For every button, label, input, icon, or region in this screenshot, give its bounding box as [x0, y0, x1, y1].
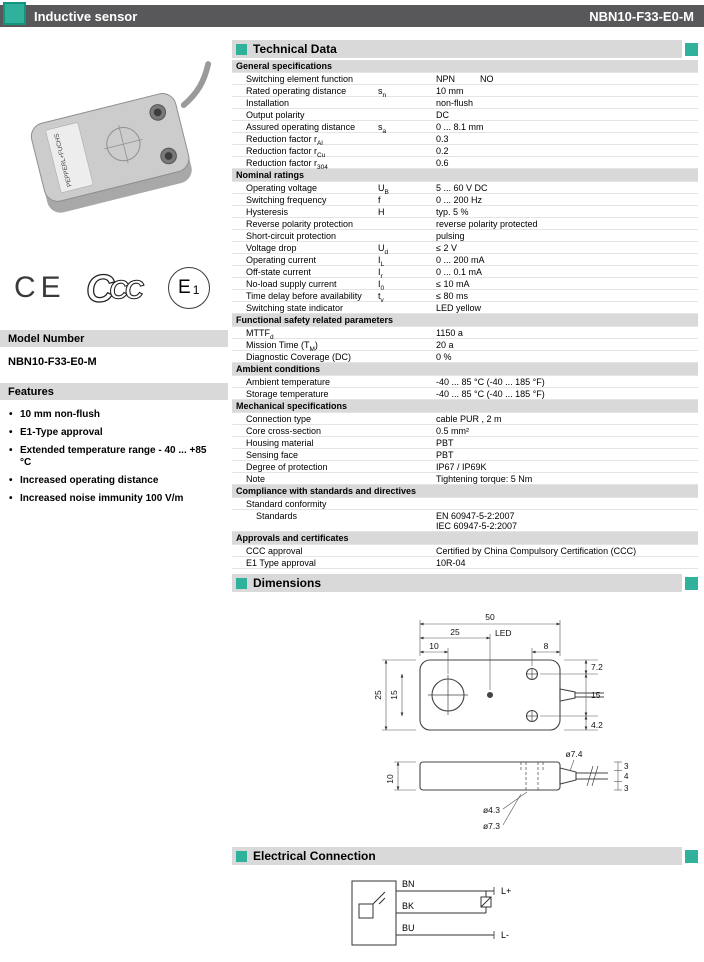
sensor-brand-text: PEPPERL+FUCHS [53, 132, 74, 188]
tech-row [232, 498, 698, 510]
electrical-connection-figure [232, 867, 698, 962]
teal-square-icon [236, 851, 247, 862]
dim-label: 3 [624, 784, 629, 793]
tech-row [232, 242, 698, 254]
tech-row-symbol [378, 157, 436, 158]
tech-row-symbol [378, 413, 436, 414]
tech-row-symbol: H [378, 207, 385, 217]
feature-item: • E1-Type approval [8, 427, 216, 439]
approval-logos [0, 255, 228, 317]
tech-row-value: 10R-04 [436, 558, 466, 568]
tech-row [232, 109, 698, 121]
tech-row-symbol [378, 133, 436, 134]
tech-row-label: E1 Type approval [246, 558, 316, 568]
tech-row-label: Rated operating distance [246, 86, 347, 96]
tech-row-value: non-flush [436, 98, 474, 108]
product-photo [10, 48, 220, 253]
feature-item: • Increased operating distance [8, 475, 216, 487]
dim-label: 8 [543, 641, 549, 651]
tech-row-value: typ. 5 % [436, 207, 469, 217]
tech-row-symbol [378, 510, 436, 511]
tech-row-value: 0 % [436, 352, 452, 362]
tech-row-label: Diagnostic Coverage (DC) [246, 352, 352, 362]
tech-row-label: Housing material [246, 438, 314, 448]
tech-row-value: Certified by China Compulsory Certification (CCC) [436, 546, 637, 556]
tech-row-value: PBT [436, 450, 454, 460]
tech-row [232, 339, 698, 351]
tech-row-symbol [378, 473, 436, 474]
tech-row [232, 449, 698, 461]
tech-row-label: Standards [256, 511, 298, 521]
tech-row-label: Core cross-section [246, 426, 322, 436]
tech-section-row: Ambient conditions [232, 363, 698, 376]
tech-row-symbol: $I_r$ [378, 267, 383, 280]
product-type-title: Inductive sensor [34, 8, 138, 24]
tech-row-value: 0 ... 8.1 mm [436, 122, 484, 132]
tech-row-label: Switching element function [246, 74, 354, 84]
dim-label: 4.2 [591, 720, 603, 730]
dim-label: 25 [450, 627, 460, 637]
teal-square-icon [685, 577, 698, 590]
tech-row-value: IP67 / IP69K [436, 462, 487, 472]
tech-row-symbol [378, 230, 436, 231]
tech-row-value: ≤ 2 V [436, 243, 457, 253]
tech-row-label: $MTTF_d$ [246, 328, 274, 341]
right-column [232, 40, 698, 962]
terminal-label-minus: L- [501, 930, 510, 940]
tech-row-symbol [378, 498, 436, 499]
page-content [0, 40, 704, 962]
tech-row-symbol [378, 145, 436, 146]
tech-row-symbol [378, 109, 436, 110]
e1-mark-logo: E 1 [168, 267, 210, 309]
tech-row-value: 0.5 mm² [436, 426, 470, 436]
header-model-number: NBN10-F33-E0-M [589, 8, 694, 24]
left-column [0, 40, 228, 962]
tech-row-label: Short-circuit protection [246, 231, 337, 241]
svg-text:C: C [85, 267, 114, 310]
tech-row-symbol [378, 425, 436, 426]
tech-row [232, 376, 698, 388]
tech-row [232, 388, 698, 400]
tech-row-label: Off-state current [246, 267, 311, 277]
tech-row-label: Sensing face [246, 450, 299, 460]
tech-row-value: DC [436, 110, 449, 120]
tech-row-label: Degree of protection [246, 462, 328, 472]
dim-label: 4 [624, 772, 629, 781]
tech-row-label: No-load supply current [246, 279, 337, 289]
dimensions-header [232, 574, 698, 592]
teal-square-icon [685, 43, 698, 56]
tech-row-symbol [378, 73, 436, 74]
tech-row-label: Connection type [246, 414, 312, 424]
tech-row-label: Voltage drop [246, 243, 297, 253]
tech-section-row: Functional safety related parameters [232, 314, 698, 327]
tech-row-value: NPN NO [436, 74, 494, 84]
tech-row [232, 327, 698, 339]
tech-row [232, 557, 698, 569]
tech-row-value: Tightening torque: 5 Nm [436, 474, 533, 484]
wire-label-bk: BK [402, 901, 415, 911]
tech-row-value: PBT [436, 438, 454, 448]
tech-row-value: ≤ 10 mA [436, 279, 470, 289]
tech-row-label: Operating current [246, 255, 317, 265]
top-header [0, 5, 704, 27]
sensor-cable [184, 64, 208, 105]
tech-row-value: 5 ... 60 V DC [436, 183, 488, 193]
tech-row-label: Switching frequency [246, 195, 327, 205]
tech-row-symbol: f [378, 195, 381, 205]
tech-row-symbol: $U_d$ [378, 243, 389, 256]
tech-row-symbol: $U_B$ [378, 183, 389, 196]
tech-row-label: Installation [246, 98, 290, 108]
tech-row-symbol [378, 388, 436, 389]
ce-mark-logo: CE [14, 271, 66, 304]
tech-row-label: Note [246, 474, 266, 484]
tech-section-row: General specifications [232, 60, 698, 73]
tech-row [232, 194, 698, 206]
wiring-diagram [344, 873, 544, 957]
tech-row-label: Output polarity [246, 110, 305, 120]
dimensions-drawing [350, 598, 690, 842]
tech-row-label: Hysteresis [246, 207, 289, 217]
tech-row [232, 157, 698, 169]
dim-label: 15 [591, 690, 601, 700]
features-header: Features [0, 383, 228, 400]
ccc-mark-logo [86, 266, 148, 310]
tech-row-value: cable PUR , 2 m [436, 414, 502, 424]
technical-data-header [232, 40, 698, 58]
dim-label: 7.2 [591, 662, 603, 672]
tech-row-value: reverse polarity protected [436, 219, 538, 229]
dim-label: LED [495, 628, 512, 638]
tech-row-symbol: $I_0$ [378, 279, 385, 292]
tech-row [232, 97, 698, 109]
tech-row-value: -40 ... 85 °C (-40 ... 185 °F) [436, 377, 545, 387]
tech-row-value: 1150 a [436, 328, 463, 338]
tech-row [232, 73, 698, 85]
model-number-value: NBN10-F33-E0-M [8, 356, 97, 368]
teal-square-icon [236, 44, 247, 55]
tech-row-label: Reduction factor $r_{Al}$ [246, 134, 323, 147]
tech-row-symbol [378, 557, 436, 558]
tech-row [232, 182, 698, 194]
feature-item: • Increased noise immunity 100 V/m [8, 493, 216, 505]
tech-row-label: Time delay before availability [246, 291, 362, 301]
tech-row-value: 20 a [436, 340, 454, 350]
dim-label: 3 [624, 762, 629, 771]
tech-row [232, 425, 698, 437]
tech-row-symbol [378, 327, 436, 328]
tech-row-value: ≤ 80 ms [436, 291, 468, 301]
tech-row [232, 290, 698, 302]
tech-row [232, 461, 698, 473]
electrical-connection-header [232, 847, 698, 865]
tech-row [232, 351, 698, 363]
feature-item: • Extended temperature range - 40 ... +85 °C [8, 445, 216, 469]
tech-row [232, 266, 698, 278]
dimensions-figure [232, 594, 698, 847]
tech-row-value: 0.6 [436, 158, 449, 168]
tech-section-row: Nominal ratings [232, 169, 698, 182]
tech-row [232, 218, 698, 230]
dim-label: 25 [373, 690, 383, 700]
tech-row-value: LED yellow [436, 303, 482, 313]
dim-label: 10 [385, 774, 395, 784]
tech-section-row: Compliance with standards and directives [232, 485, 698, 498]
tech-row-value: 0 ... 0.1 mA [436, 267, 483, 277]
wire-label-bn: BN [402, 879, 415, 889]
technical-data-table [232, 60, 698, 569]
tech-row-symbol [378, 97, 436, 98]
led-dot [488, 693, 493, 698]
tech-row-label: Reduction factor $r_{Cu}$ [246, 146, 326, 159]
tech-row [232, 230, 698, 242]
tech-row-label: Reverse polarity protection [246, 219, 354, 229]
dim-label: 10 [429, 641, 439, 651]
tech-row-value: pulsing [436, 231, 465, 241]
teal-square-icon [685, 850, 698, 863]
tech-row-symbol [378, 302, 436, 303]
tech-row-label: Reduction factor $r_{304}$ [246, 158, 328, 171]
tech-section-row: Mechanical specifications [232, 400, 698, 413]
tech-row [232, 254, 698, 266]
tech-row-symbol [378, 461, 436, 462]
tech-row-value: 0 ... 200 mA [436, 255, 485, 265]
tech-row-value: EN 60947-5-2:2007 IEC 60947-5-2:2007 [436, 511, 518, 531]
tech-row-label: Switching state indicator [246, 303, 344, 313]
svg-text:C: C [108, 274, 128, 305]
tech-row-symbol: $I_L$ [378, 255, 385, 268]
tech-row-value: -40 ... 85 °C (-40 ... 185 °F) [436, 389, 545, 399]
tech-row-label: Operating voltage [246, 183, 318, 193]
tech-row [232, 413, 698, 425]
tech-row [232, 206, 698, 218]
wire-label-bu: BU [402, 923, 415, 933]
tech-row-label: Storage temperature [246, 389, 329, 399]
tech-row [232, 302, 698, 314]
tech-row-value: 10 mm [436, 86, 464, 96]
dimensions-title: Dimensions [253, 576, 322, 590]
tech-row [232, 121, 698, 133]
tech-row-symbol [378, 449, 436, 450]
tech-row-symbol [378, 437, 436, 438]
tech-row [232, 437, 698, 449]
terminal-label-plus: L+ [501, 886, 512, 896]
brand-square-icon [3, 2, 26, 25]
tech-row-value: 0.3 [436, 134, 449, 144]
tech-row [232, 510, 698, 532]
dim-label: 50 [485, 612, 495, 622]
dim-label: ø7.3 [482, 821, 500, 831]
dim-label: ø7.4 [565, 749, 583, 759]
tech-row-label: Ambient temperature [246, 377, 331, 387]
tech-row-symbol [378, 339, 436, 340]
tech-row-symbol: $s_n$ [378, 86, 387, 99]
tech-row [232, 278, 698, 290]
product-photo-illustration [10, 48, 215, 248]
tech-row-value: 0.2 [436, 146, 449, 156]
teal-square-icon [236, 578, 247, 589]
tech-section-row: Approvals and certificates [232, 532, 698, 545]
tech-row [232, 85, 698, 97]
tech-row [232, 545, 698, 557]
dim-label: ø4.3 [482, 805, 500, 815]
tech-row-symbol: $s_a$ [378, 122, 387, 135]
tech-row-symbol [378, 545, 436, 546]
features-list [0, 400, 228, 505]
tech-row-value [436, 498, 698, 499]
dim-label: 15 [389, 690, 399, 700]
feature-item: • 10 mm non-flush [8, 409, 216, 421]
tech-row-symbol: $t_v$ [378, 291, 384, 304]
tech-row-symbol [378, 351, 436, 352]
tech-row-label: CCC approval [246, 546, 303, 556]
tech-row-label: Standard conformity [246, 499, 327, 509]
tech-row-label: Assured operating distance [246, 122, 356, 132]
svg-text:C: C [124, 274, 144, 305]
technical-data-title: Technical Data [253, 42, 337, 56]
tech-row-symbol [378, 218, 436, 219]
tech-row-label: Mission Time $(T_M)$ [246, 340, 318, 353]
tech-row [232, 473, 698, 485]
tech-row [232, 145, 698, 157]
tech-row-symbol [378, 376, 436, 377]
tech-row [232, 133, 698, 145]
model-number-header: Model Number [0, 330, 228, 347]
electrical-connection-title: Electrical Connection [253, 849, 376, 863]
tech-row-value: 0 ... 200 Hz [436, 195, 483, 205]
